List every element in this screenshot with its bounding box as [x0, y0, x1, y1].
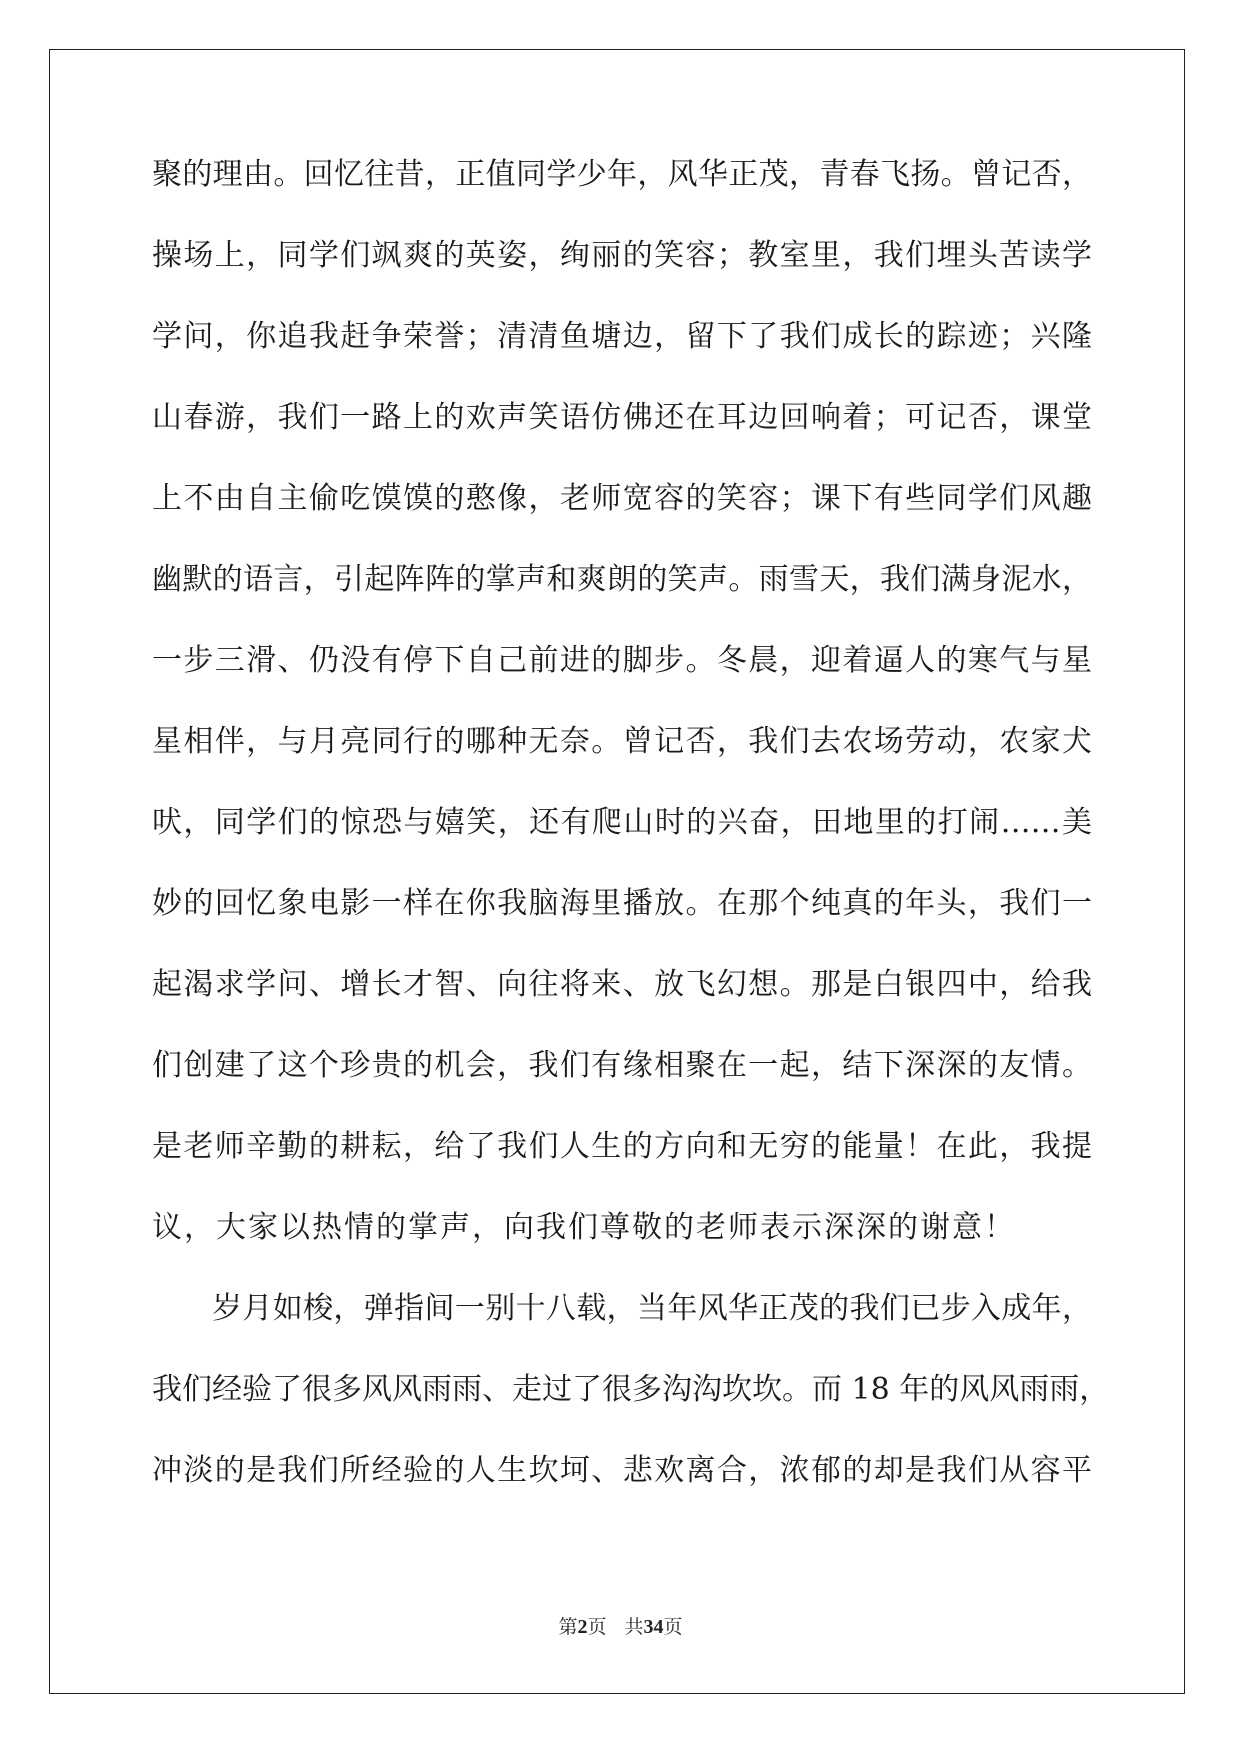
text-line: 星相伴，与月亮同行的哪种无奈。曾记否，我们去农场劳动，农家犬	[152, 724, 1092, 759]
text-line: 操场上，同学们飒爽的英姿，绚丽的笑容；教室里，我们埋头苦读学	[152, 238, 1092, 273]
text-line: 幽默的语言，引起阵阵的掌声和爽朗的笑声。雨雪天，我们满身泥水，	[152, 562, 1092, 597]
text-line-paragraph-start: 岁月如梭，弹指间一别十八载，当年风华正茂的我们已步入成年，	[212, 1291, 1092, 1326]
footer-prefix: 第	[558, 1616, 578, 1638]
text-line: 们创建了这个珍贵的机会，我们有缘相聚在一起，结下深深的友情。	[152, 1048, 1092, 1083]
text-line: 起渴求学问、增长才智、向往将来、放飞幻想。那是白银四中，给我	[152, 967, 1092, 1002]
text-line: 妙的回忆象电影一样在你我脑海里播放。在那个纯真的年头，我们一	[152, 886, 1092, 921]
text-line: 吠，同学们的惊恐与嬉笑，还有爬山时的兴奋，田地里的打闹……美	[152, 805, 1092, 840]
text-line: 是老师辛勤的耕耘，给了我们人生的方向和无穷的能量！在此，我提	[152, 1129, 1092, 1164]
footer-total-prefix: 共	[624, 1616, 644, 1638]
footer-current-page: 2	[577, 1616, 588, 1638]
text-line: 聚的理由。回忆往昔，正值同学少年，风华正茂，青春飞扬。曾记否，	[152, 157, 1092, 192]
footer-page-unit: 页	[587, 1616, 607, 1638]
text-line: 学问，你追我赶争荣誉；清清鱼塘边，留下了我们成长的踪迹；兴隆	[152, 319, 1092, 354]
footer-total-unit: 页	[663, 1616, 683, 1638]
page-footer	[0, 1612, 1241, 1639]
text-line: 山春游，我们一路上的欢声笑语仿佛还在耳边回响着；可记否，课堂	[152, 400, 1092, 435]
text-line: 冲淡的是我们所经验的人生坎坷、悲欢离合，浓郁的却是我们从容平	[152, 1453, 1092, 1488]
footer-total-pages: 34	[643, 1616, 664, 1638]
text-line: 上不由自主偷吃馍馍的憨像，老师宽容的笑容；课下有些同学们风趣	[152, 481, 1092, 516]
text-line-paragraph-end: 议，大家以热情的掌声，向我们尊敬的老师表示深深的谢意！	[152, 1210, 1016, 1245]
text-line: 一步三滑、仍没有停下自己前进的脚步。冬晨，迎着逼人的寒气与星	[152, 643, 1092, 678]
text-line: 我们经验了很多风风雨雨、走过了很多沟沟坎坎。而 18 年的风风雨雨，	[152, 1372, 1110, 1407]
document-body	[152, 155, 1110, 1532]
